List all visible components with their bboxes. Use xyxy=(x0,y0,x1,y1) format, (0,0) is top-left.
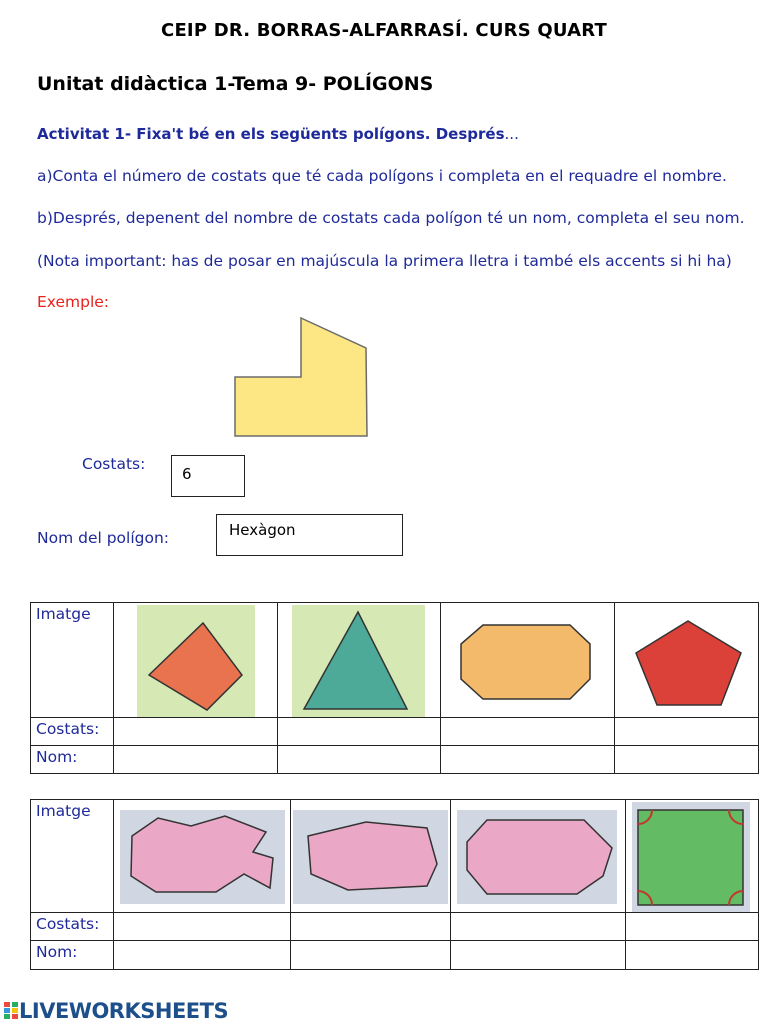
row-label-imatge xyxy=(31,800,114,913)
image-cell xyxy=(441,603,615,718)
image-cell xyxy=(278,603,441,718)
liveworksheets-logo-icon xyxy=(4,1001,18,1019)
table-row xyxy=(31,746,759,774)
pink-octagon-shape xyxy=(457,810,617,904)
example-costats-value: 6 xyxy=(182,465,192,483)
nom-answer-cell[interactable] xyxy=(291,941,451,970)
row-label-text: Imatge xyxy=(36,802,91,820)
nom-answer-cell[interactable] xyxy=(441,746,615,774)
nom-answer-cell[interactable] xyxy=(615,746,759,774)
unit-title: Unitat didàctica 1-Tema 9- POLÍGONS xyxy=(37,73,434,95)
instruction-note: (Nota important: has de posar en majúscula la primera lletra i també els accents si hi ha) xyxy=(37,252,732,270)
activity-title-ellipsis: ... xyxy=(504,125,519,143)
nom-answer-cell[interactable] xyxy=(278,746,441,774)
row-label-nom xyxy=(31,941,114,970)
image-cell xyxy=(626,800,759,913)
row-label-costats xyxy=(31,913,114,941)
green-square-shape xyxy=(632,802,750,912)
example-nom-value: Hexàgon xyxy=(229,521,296,539)
costats-answer-cell[interactable] xyxy=(114,913,291,941)
row-label-text: Imatge xyxy=(36,605,91,623)
pink-irregular-polygon-shape xyxy=(120,810,285,904)
row-label-text: Nom: xyxy=(36,748,78,766)
nom-answer-cell[interactable] xyxy=(114,746,278,774)
row-label-text: Costats: xyxy=(36,720,100,738)
costats-answer-cell[interactable] xyxy=(615,718,759,746)
costats-answer-cell[interactable] xyxy=(451,913,626,941)
polygon-table-1 xyxy=(30,602,759,774)
instruction-a: a)Conta el número de costats que té cada polígons i completa en el requadre el nombre. xyxy=(37,167,727,185)
pink-heptagon-shape xyxy=(293,810,448,904)
row-label-text: Costats: xyxy=(36,915,100,933)
nom-answer-cell[interactable] xyxy=(451,941,626,970)
costats-answer-cell[interactable] xyxy=(626,913,759,941)
image-cell xyxy=(291,800,451,913)
example-nom-label: Nom del polígon: xyxy=(37,529,170,547)
nom-answer-cell[interactable] xyxy=(626,941,759,970)
costats-answer-cell[interactable] xyxy=(441,718,615,746)
activity-title-text: Activitat 1- Fixa't bé en els següents polígons. Després xyxy=(37,125,505,143)
polygon-table-2 xyxy=(30,799,759,970)
table-row xyxy=(31,941,759,970)
example-label: Exemple: xyxy=(37,293,110,311)
school-title: CEIP DR. BORRAS-ALFARRASÍ. CURS QUART xyxy=(161,20,607,41)
light-orange-octagon-shape xyxy=(457,617,597,707)
example-hexagon-shape xyxy=(230,314,372,442)
row-label-costats xyxy=(31,718,114,746)
row-label-text: Nom: xyxy=(36,943,78,961)
costats-answer-cell[interactable] xyxy=(114,718,278,746)
table-row xyxy=(31,800,759,913)
teal-triangle-shape xyxy=(292,605,425,717)
image-cell xyxy=(114,603,278,718)
image-cell xyxy=(615,603,759,718)
row-label-imatge xyxy=(31,603,114,718)
liveworksheets-logo-text: LIVEWORKSHEETS xyxy=(19,999,229,1023)
image-cell xyxy=(451,800,626,913)
instruction-b: b)Després, depenent del nombre de costats cada polígon té un nom, completa el seu nom. xyxy=(37,209,745,227)
costats-answer-cell[interactable] xyxy=(291,913,451,941)
orange-quadrilateral-shape xyxy=(137,605,255,717)
liveworksheets-logo xyxy=(4,999,228,1023)
activity-title xyxy=(37,125,519,143)
example-costats-label: Costats: xyxy=(82,455,146,473)
image-cell xyxy=(114,800,291,913)
example-nom-box[interactable] xyxy=(216,514,403,556)
table-row xyxy=(31,718,759,746)
row-label-nom xyxy=(31,746,114,774)
example-costats-box[interactable] xyxy=(171,455,245,497)
nom-answer-cell[interactable] xyxy=(114,941,291,970)
red-pentagon-shape xyxy=(631,617,746,709)
table-row xyxy=(31,913,759,941)
costats-answer-cell[interactable] xyxy=(278,718,441,746)
table-row xyxy=(31,603,759,718)
